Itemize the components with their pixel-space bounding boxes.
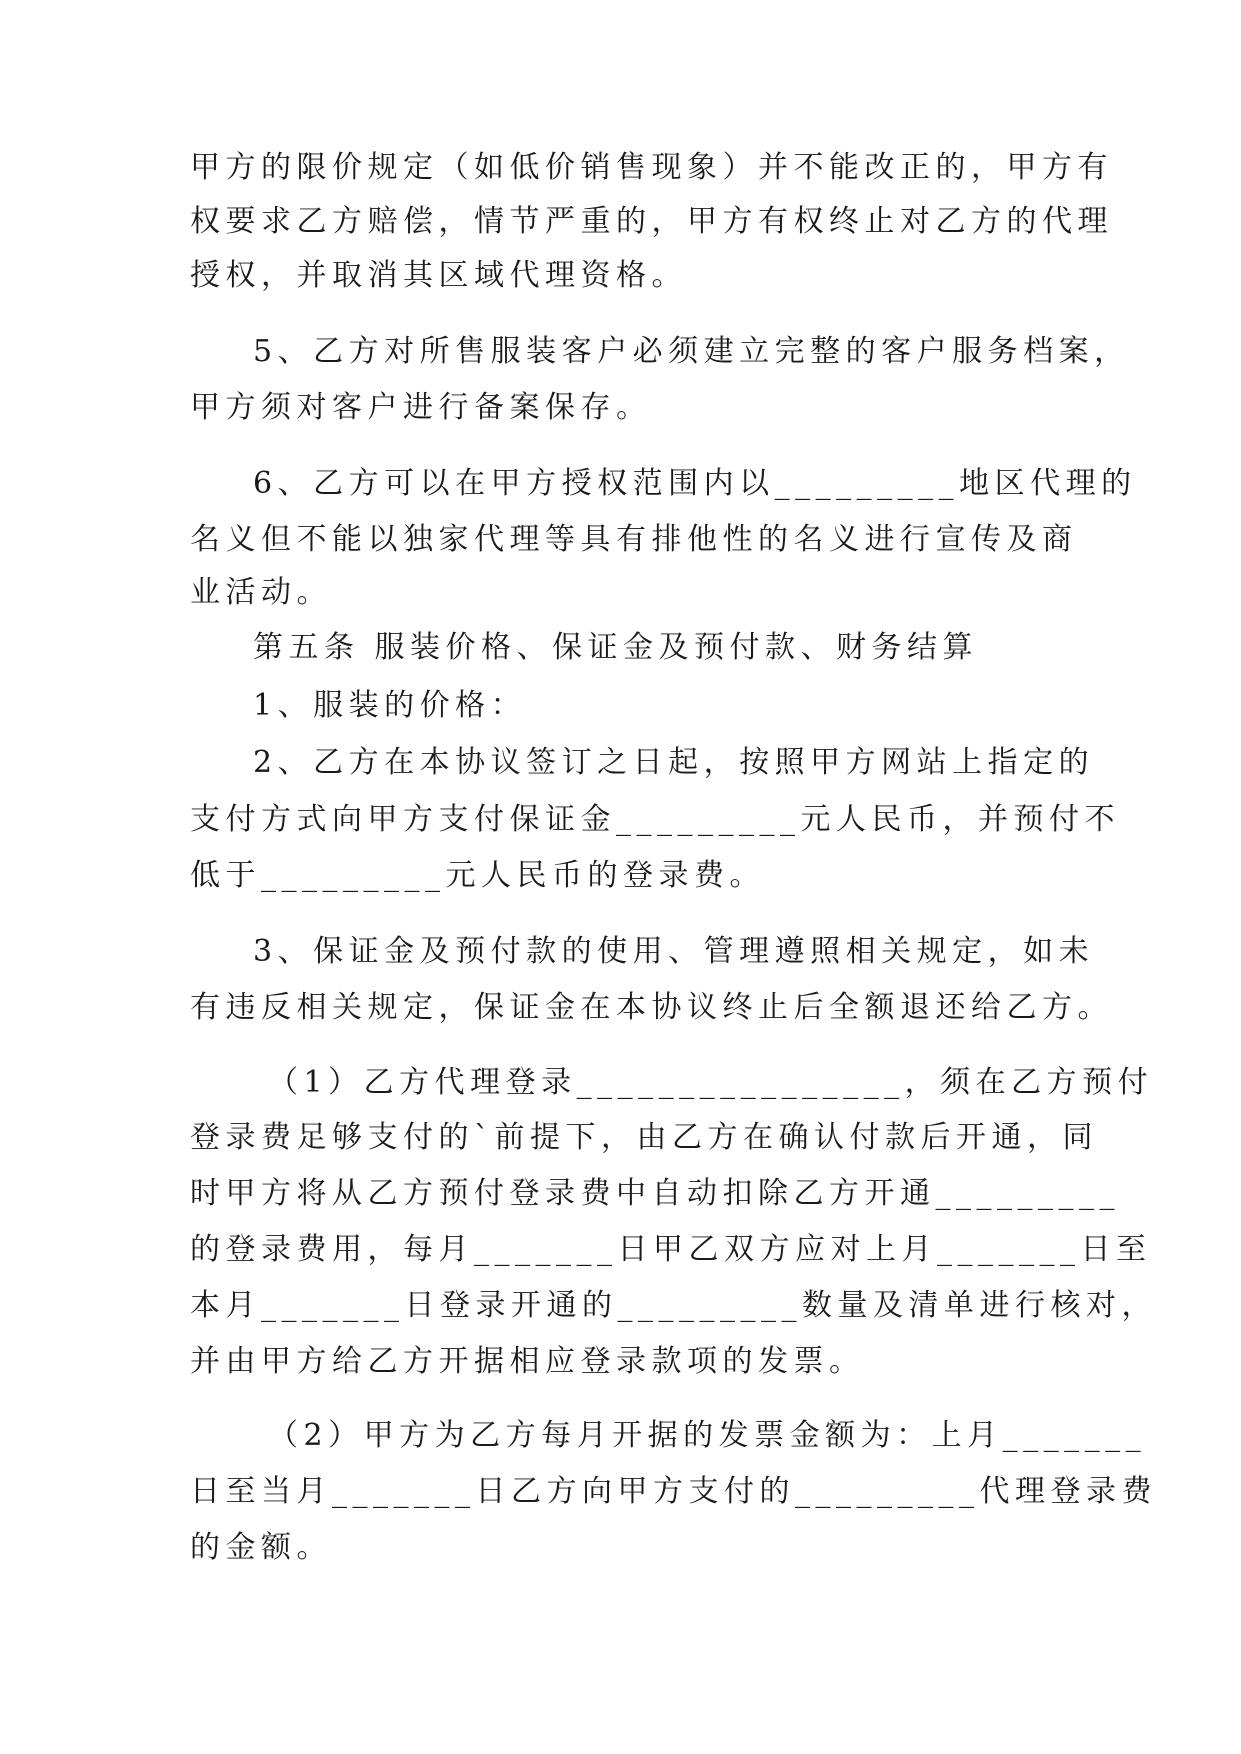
- paragraph-line: 的金额。: [190, 1530, 332, 1565]
- paragraph-line: 2、乙方在本协议签订之日起，按照甲方网站上指定的: [253, 745, 1095, 780]
- paragraph-line: 5、乙方对所售服装客户必须建立完整的客户服务档案，: [253, 334, 1130, 369]
- paragraph-line: 日至当月_______日乙方向甲方支付的_________代理登录费: [190, 1474, 1157, 1509]
- paragraph-line: 时甲方将从乙方预付登录费中自动扣除乙方开通_________: [190, 1176, 1120, 1211]
- paragraph-line: 的登录费用，每月_______日甲乙双方应对上月_______日至: [190, 1232, 1152, 1267]
- paragraph-line: 低于_________元人民币的登录费。: [190, 858, 765, 893]
- paragraph-line: 业活动。: [190, 575, 332, 610]
- paragraph-line: 登录费足够支付的`前提下，由乙方在确认付款后开通，同: [190, 1120, 1098, 1155]
- paragraph-line: 名义但不能以独家代理等具有排他性的名义进行宣传及商: [190, 522, 1078, 557]
- paragraph-line: 支付方式向甲方支付保证金_________元人民币，并预付不: [190, 802, 1120, 837]
- paragraph-line: 甲方的限价规定（如低价销售现象）并不能改正的，甲方有: [190, 150, 1113, 185]
- paragraph-line: 3、保证金及预付款的使用、管理遵照相关规定，如未: [253, 934, 1095, 969]
- paragraph-line: 1、服装的价格：: [253, 688, 527, 723]
- paragraph-line: 并由甲方给乙方开据相应登录款项的发票。: [190, 1344, 865, 1379]
- paragraph-line: （2）甲方为乙方每月开据的发票金额为：上月_______: [268, 1418, 1147, 1453]
- paragraph-line: 有违反相关规定，保证金在本协议终止后全额退还给乙方。: [190, 990, 1113, 1025]
- section-heading: 第五条 服装价格、保证金及预付款、财务结算: [253, 630, 979, 665]
- paragraph-line: 6、乙方可以在甲方授权范围内以_________地区代理的: [253, 466, 1137, 501]
- paragraph-line: 授权，并取消其区域代理资格。: [190, 258, 687, 293]
- paragraph-line: 本月_______日登录开通的_________数量及清单进行核对，: [190, 1288, 1157, 1323]
- paragraph-line: （1）乙方代理登录________________，须在乙方预付: [268, 1065, 1154, 1100]
- paragraph-line: 权要求乙方赔偿，情节严重的，甲方有权终止对乙方的代理: [190, 204, 1113, 239]
- paragraph-line: 甲方须对客户进行备案保存。: [190, 390, 652, 425]
